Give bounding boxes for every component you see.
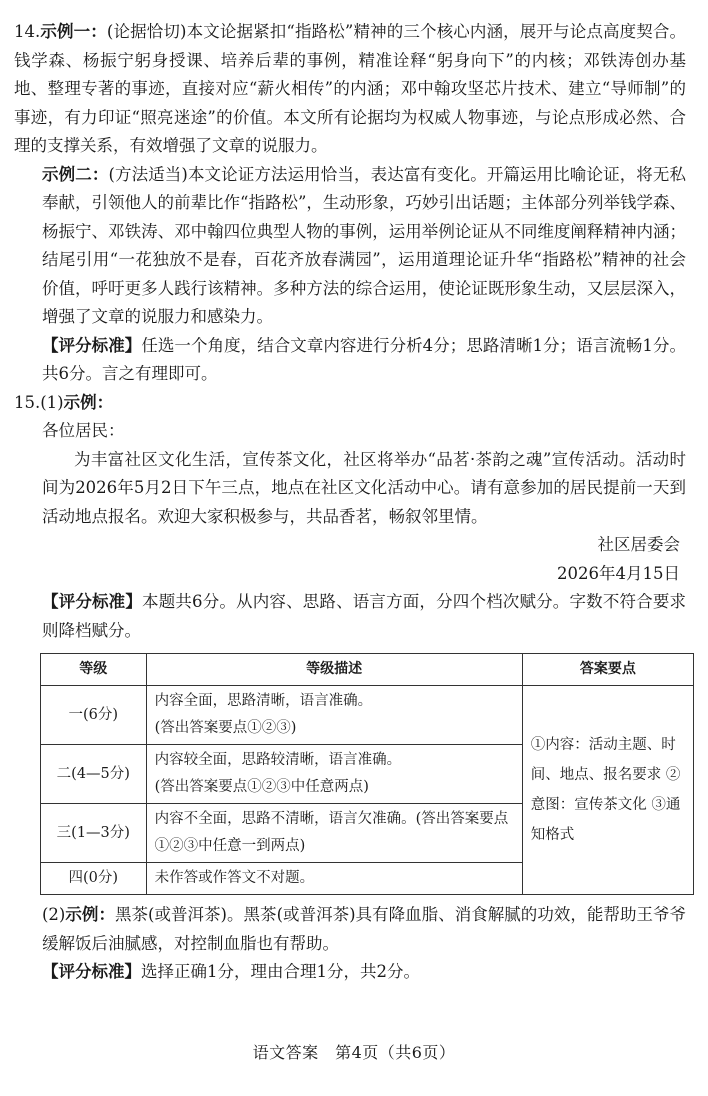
row-level: 三(1—3分)	[41, 804, 147, 863]
notice-signer: 社区居委会	[597, 535, 680, 554]
header-level: 等级	[41, 654, 147, 686]
row-description	[146, 686, 522, 745]
q14-example2-label: 示例二：	[42, 164, 109, 184]
q14-example2	[14, 161, 686, 332]
q15-part2	[14, 901, 686, 958]
row-description-line: 内容全面，思路清晰，语言准确。	[154, 693, 373, 709]
notice-date: 2026年4月15日	[557, 563, 680, 583]
q15-scoring-standard	[14, 588, 686, 645]
header-description: 等级描述	[146, 654, 522, 686]
q15-part2-scoring-label: 【评分标准】	[42, 962, 141, 981]
q15-example-label: 示例：	[63, 392, 114, 412]
q15-scoring-label: 【评分标准】	[42, 592, 143, 611]
q15-part2-scoring-text: 选择正确1分，理由合理1分，共2分。	[141, 962, 420, 981]
q15-number: 15.	[14, 392, 41, 412]
q14-example1-label: 示例一：	[40, 22, 107, 41]
q15-part1-prefix: (1)	[40, 392, 64, 412]
row-description	[146, 745, 522, 804]
table-row	[41, 686, 694, 745]
page-footer: 语文答案 第4页（共6页）	[252, 1043, 456, 1062]
row-description	[146, 804, 522, 863]
row-description-line: (答出答案要点①②③中任意两点)	[154, 779, 369, 795]
notice-salutation: 各位居民：	[42, 421, 125, 440]
q15-part1-heading	[14, 389, 686, 418]
q14-scoring-label: 【评分标准】	[42, 335, 142, 355]
row-level: 一(6分)	[41, 686, 147, 745]
row-description	[146, 863, 522, 895]
q15-scoring-text: 本题共6分。从内容、思路、语言方面，分四个档次赋分。字数不符合要求则降档赋分。	[42, 592, 687, 640]
row-level: 四(0分)	[41, 863, 147, 895]
q14-example1-text: (论据恰切)本文论据紧扣“指路松”精神的三个核心内涵，展开与论点高度契合。钱学森、杨振宁躬身授课、培养后辈的事例，精准诠释“躬身向下”的内核；邓铁涛创办基地、整理专著的事迹，直接对应“薪火相传”的内涵；邓中翰攻坚芯片技术、建立“导师制”的事迹，有力印证“照亮迷途”的价值。本文所有论据均为权威人物事迹，与论点形成必然、合理的支撑关系，有效增强了文章的说服力。	[14, 22, 686, 155]
grading-table-header	[41, 654, 694, 686]
row-description-line: 内容不全面，思路不清晰，语言欠准确。(答出答案要点	[154, 811, 509, 827]
q14-scoring-standard	[14, 332, 686, 389]
q14-example1	[14, 18, 686, 161]
header-key-points: 答案要点	[522, 654, 693, 686]
q15-part2-text: 黑茶(或普洱茶)。黑茶(或普洱茶)具有降血脂、消食解腻的功效，能帮助王爷爷缓解饭后油腻感，对控制血脂也有帮助。	[42, 905, 687, 953]
q15-part2-label: 示例：	[65, 905, 115, 924]
q15-part2-scoring	[14, 958, 686, 987]
row-level: 二(4—5分)	[41, 745, 147, 804]
row-description-line: 未作答或作答文不对题。	[154, 870, 315, 886]
row-description-line: 内容较全面，思路较清晰，语言准确。	[154, 752, 402, 768]
q14-scoring-text: 任选一个角度，结合文章内容进行分析4分；思路清晰1分；语言流畅1分。共6分。言之有理即可。	[42, 335, 686, 383]
key-points-cell: ①内容：活动主题、时间、地点、报名要求 ②意图：宣传茶文化 ③通知格式	[522, 686, 693, 895]
notice-body: 为丰富社区文化生活，宣传茶文化，社区将举办“品茗·茶韵之魂”宣传活动。活动时间为2026年5月2日下午三点，地点在社区文化活动中心。请有意参加的居民提前一天到活动地点报名。欢迎大家积极参与，共品香茗，畅叙邻里情。	[42, 449, 686, 526]
q14-example2-text: (方法适当)本文论证方法运用恰当，表达富有变化。开篇运用比喻论证，将无私奉献，引领他人的前辈比作“指路松”，生动形象，巧妙引出话题；主体部分列举钱学森、杨振宁、邓铁涛、邓中翰四位典型人物的事例，运用举例论证从不同维度阐释精神内涵；结尾引用“一花独放不是春，百花齐放春满园”，运用道理论证升华“指路松”精神的社会价值，呼吁更多人践行该精神。多种方法的综合运用，使论证既形象生动，又层层深入，增强了文章的说服力和感染力。	[42, 164, 687, 326]
row-description-line: ①②③中任意一到两点)	[154, 838, 306, 854]
grading-table	[40, 653, 694, 895]
row-description-line: (答出答案要点①②③)	[154, 720, 297, 736]
q15-part2-prefix: (2)	[42, 905, 66, 924]
q14-number: 14.	[14, 22, 41, 41]
